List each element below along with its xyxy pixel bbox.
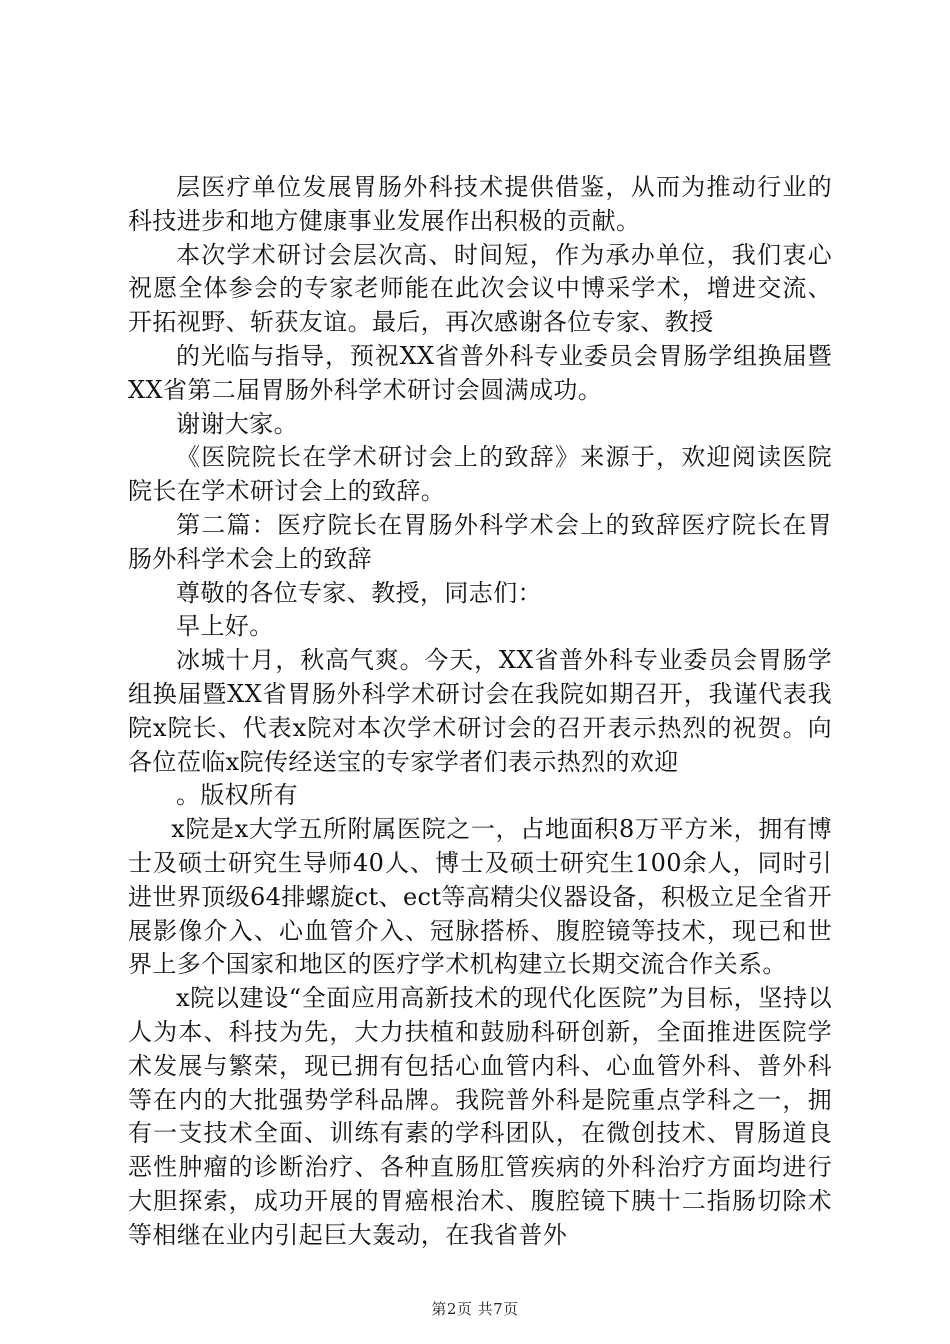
- paragraph-closing-wishes-cont: 的光临与指导，预祝XX省普外科专业委员会胃肠学组换届暨XX省第二届胃肠外科学术研讨会圆满成功。: [128, 341, 832, 404]
- paragraph-closing-wishes: 本次学术研讨会层次高、时间短，作为承办单位，我们衷心祝愿全体参会的专家老师能在此次会议中博采学术，增进交流、开拓视野、斩获友谊。最后，再次感谢各位专家、教授: [128, 240, 832, 337]
- paragraph-thanks: 谢谢大家。: [176, 409, 298, 438]
- paragraph-salutation: 尊敬的各位专家、教授，同志们：: [176, 578, 542, 607]
- paragraph-source-note: 《医院院长在学术研讨会上的致辞》来源于，欢迎阅读医院院长在学术研讨会上的致辞。: [128, 443, 832, 506]
- page-indicator: 第2页 共7页: [431, 1300, 519, 1318]
- paragraph-copyright: 。版权所有: [176, 781, 298, 810]
- section-heading-part-two: 第二篇：医疗院长在胃肠外科学术会上的致辞医疗院长在胃肠外科学术会上的致辞: [128, 510, 832, 573]
- paragraph-hospital-goals: x院以建设“全面应用高新技术的现代化医院”为目标，坚持以人为本、科技为先，大力扶植和鼓励科研创新，全面推进医院学术发展与繁荣，现已拥有包括心血管内科、心血管外科、普外科等在内的大批强势学科品牌。我院普外科是院重点学科之一，拥有一支技术全面、训练有素的学科团队，在微创技术、胃肠道良恶性肿瘤的诊断治疗、各种直肠肛管疾病的外科治疗方面均进行大胆探索，成功开展的胃癌根治术、腹腔镜下胰十二指肠切除术等相继在业内引起巨大轰动，在我省普外: [128, 984, 832, 1249]
- document-body: [128, 171, 832, 1253]
- paragraph-hospital-intro: x院是x大学五所附属医院之一，占地面积8万平方米，拥有博士及硕士研究生导师40人、博士及硕士研究生100余人，同时引进世界顶级64排螺旋ct、ect等高精尖仪器设备，积极立足全省开展影像介入、心血管介入、冠脉搭桥、腹腔镜等技术，现已和世界上多个国家和地区的医疗学术机构建立长期交流合作关系。: [128, 815, 832, 979]
- paragraph-continuation: 层医疗单位发展胃肠外科技术提供借鉴，从而为推动行业的科技进步和地方健康事业发展作出积极的贡献。: [128, 173, 832, 235]
- paragraph-opening: 冰城十月，秋高气爽。今天，XX省普外科专业委员会胃肠学组换届暨XX省胃肠外科学术研讨会在我院如期召开，我谨代表我院x院长、代表x院对本次学术研讨会的召开表示热烈的祝贺。向各位莅临x院传经送宝的专家学者们表示热烈的欢迎: [128, 646, 832, 776]
- paragraph-greeting: 早上好。: [176, 612, 274, 641]
